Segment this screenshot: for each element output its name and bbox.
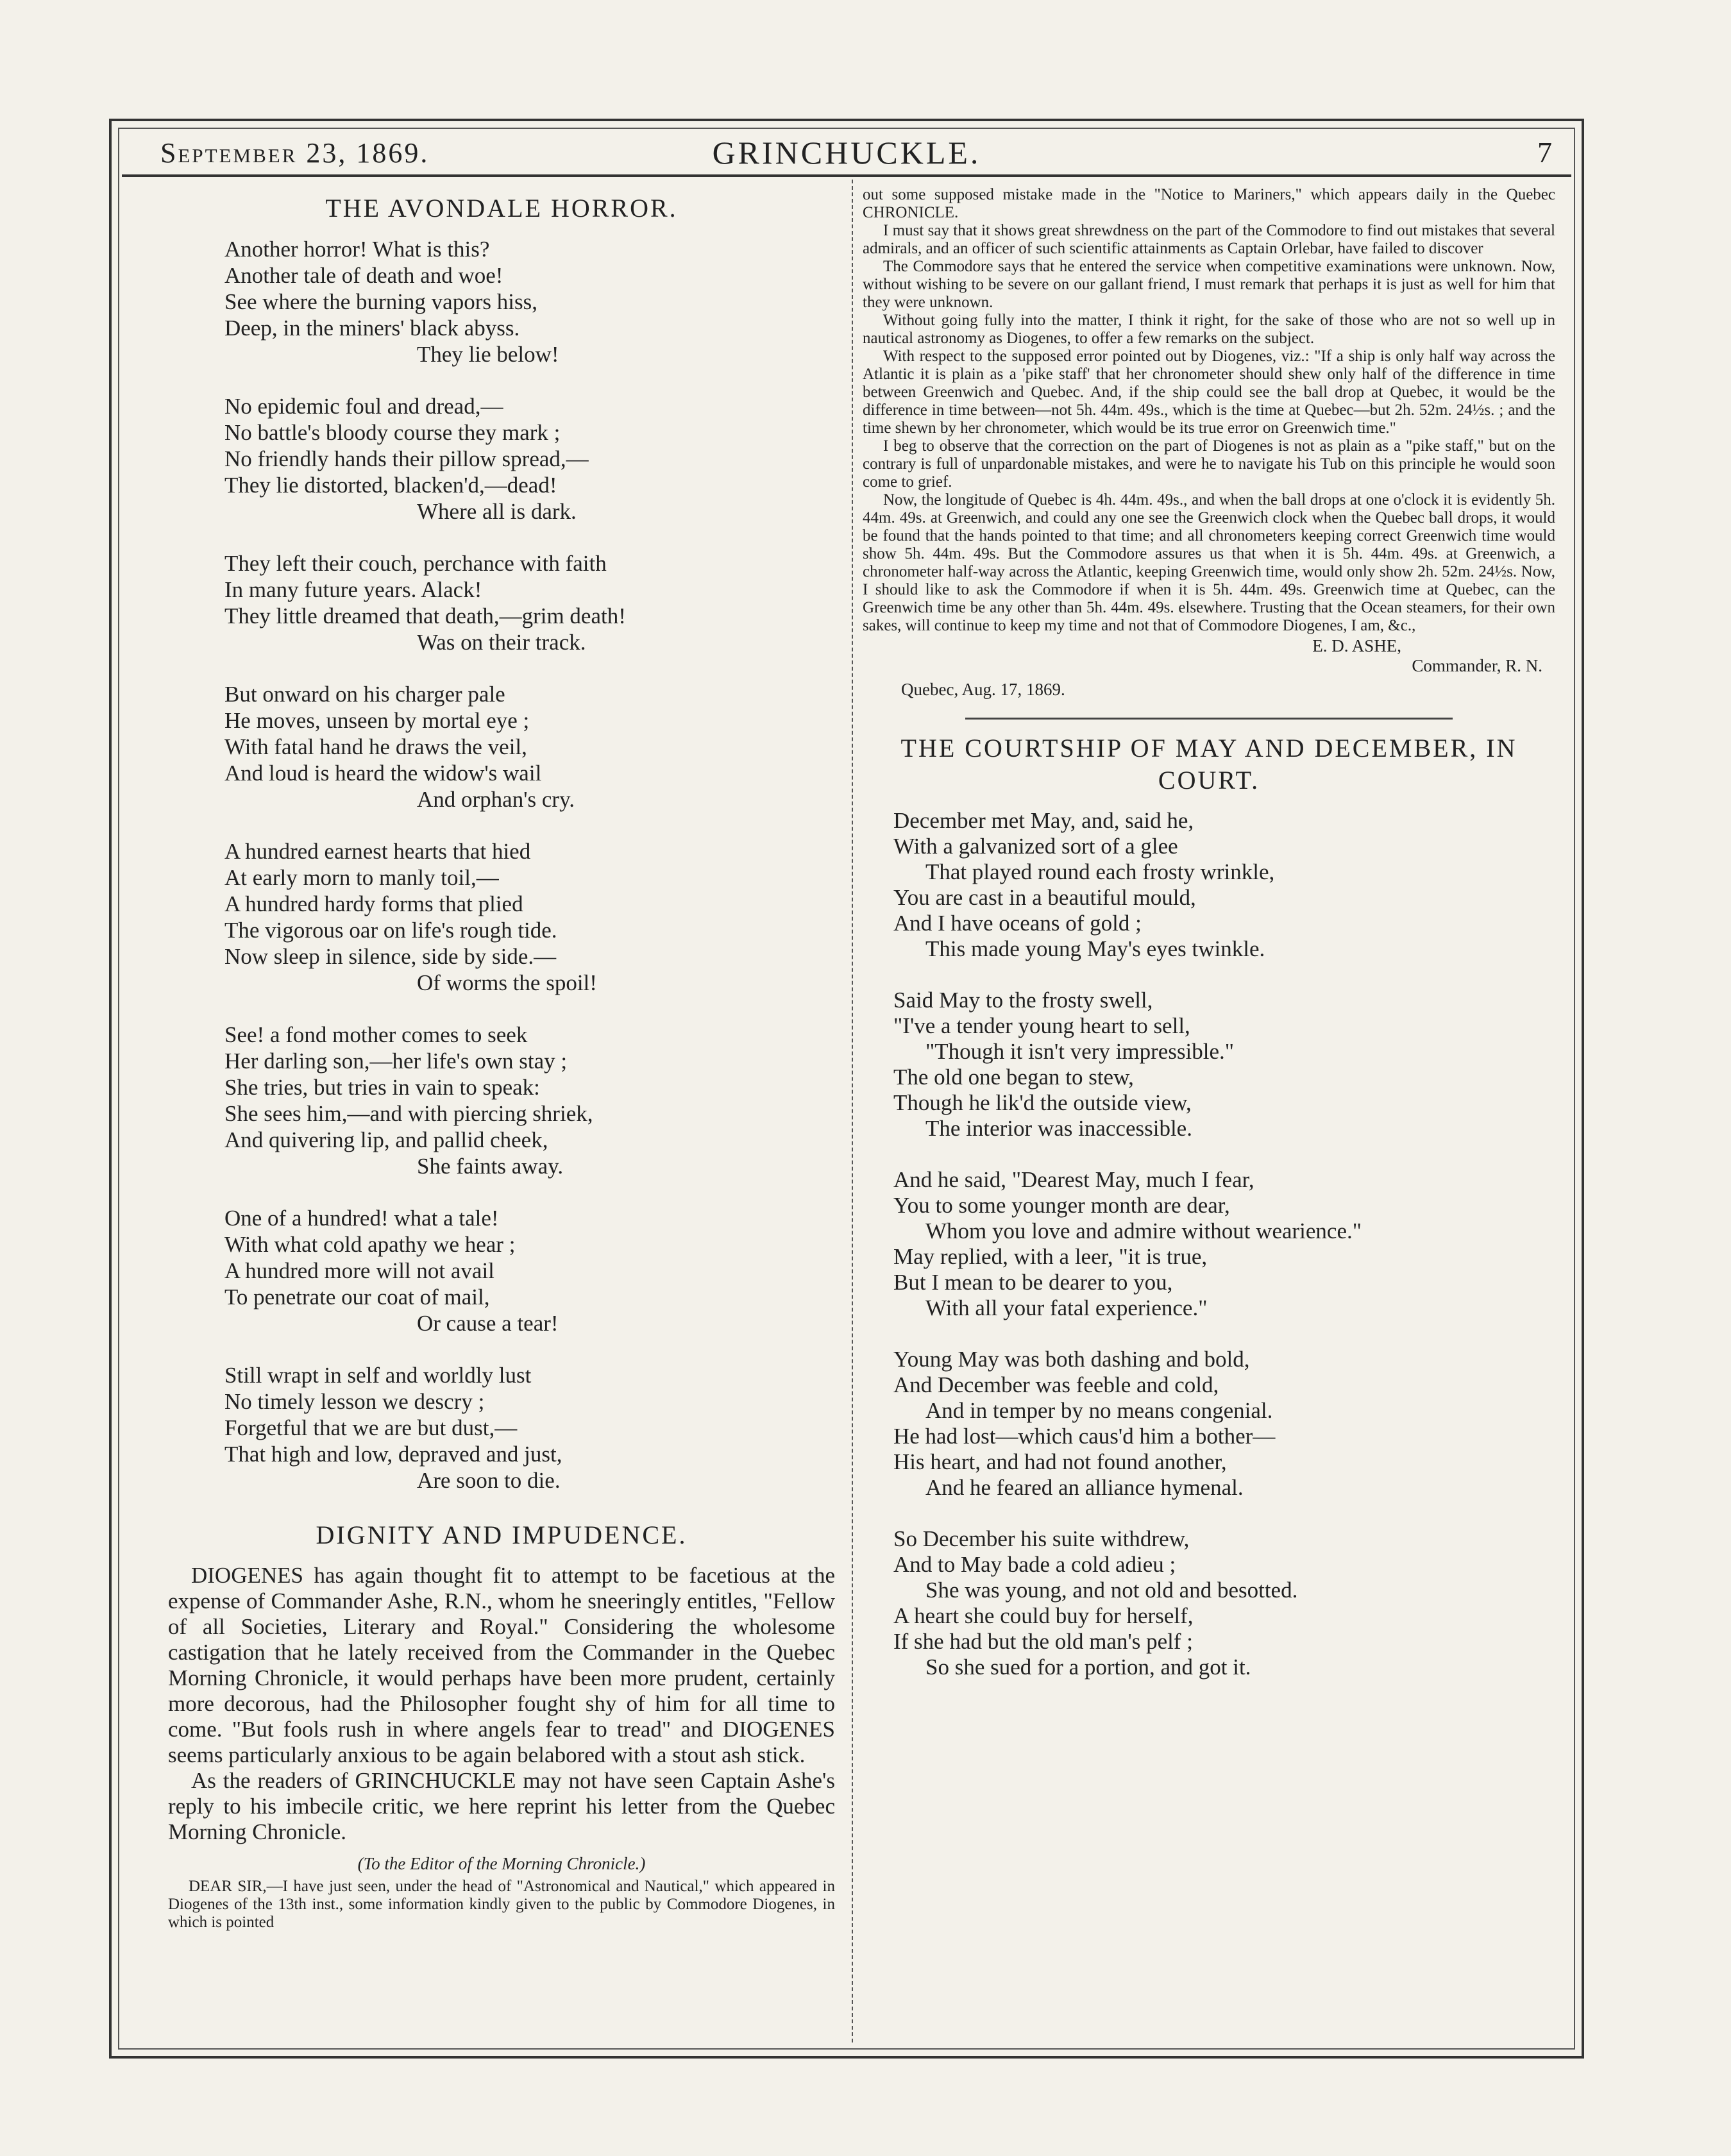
- poem-stanza: [893, 1347, 1555, 1501]
- poem-stanza: [224, 550, 835, 655]
- poem-line: And December was feeble and cold,: [893, 1372, 1219, 1397]
- poem-stanza: [224, 1205, 835, 1336]
- poem-line: And loud is heard the widow's wail: [224, 761, 542, 786]
- poem-line: And orphan's cry.: [417, 787, 575, 812]
- poem-stanza: [893, 1167, 1555, 1321]
- poem-line: Though he lik'd the outside view,: [893, 1090, 1192, 1115]
- poem-line: The old one began to stew,: [893, 1065, 1134, 1090]
- letter-place-date: Quebec, Aug. 17, 1869.: [901, 680, 1065, 699]
- poem-line: One of a hundred! what a tale!: [224, 1206, 499, 1231]
- poem-line: The vigorous oar on life's rough tide.: [224, 918, 557, 943]
- poem-stanza: [224, 1362, 835, 1494]
- poem-stanza: [224, 838, 835, 996]
- poem-line: December met May, and, said he,: [893, 808, 1194, 833]
- poem-line: They lie below!: [417, 342, 559, 367]
- poem-line: Where all is dark.: [417, 499, 577, 524]
- signature-name: E. D. ASHE,: [1312, 636, 1401, 655]
- letter-paragraph: Without going fully into the matter, I think it right, for the sake of those who are not so well up in nautical astronomy as Diogenes, to offer a few remarks on the subject.: [863, 312, 1555, 347]
- poem-line: That played round each frosty wrinkle,: [925, 859, 1275, 884]
- poem-line: With what cold apathy we hear ;: [224, 1232, 516, 1257]
- poem-line: With fatal hand he draws the veil,: [224, 734, 527, 759]
- poem-line: And to May bade a cold adieu ;: [893, 1552, 1176, 1577]
- poem-line: May replied, with a leer, "it is true,: [893, 1244, 1208, 1269]
- poem-line: Whom you love and admire without wearience.": [925, 1218, 1362, 1243]
- poem-title-courtship: THE COURTSHIP OF MAY AND DECEMBER, IN COURT.: [900, 734, 1517, 795]
- poem-line: She sees him,—and with piercing shriek,: [224, 1101, 593, 1126]
- poem-line: His heart, and had not found another,: [893, 1449, 1227, 1474]
- poem-line: She faints away.: [417, 1154, 564, 1179]
- poem-stanza: [893, 1526, 1555, 1680]
- poem-line: But onward on his charger pale: [224, 682, 505, 707]
- poem-line: Was on their track.: [417, 630, 586, 655]
- poem-line: And he said, "Dearest May, much I fear,: [893, 1167, 1254, 1192]
- poem-line: With a galvanized sort of a glee: [893, 834, 1178, 859]
- poem-line: Deep, in the miners' black abyss.: [224, 316, 520, 341]
- poem-line: He had lost—which caus'd him a bother—: [893, 1424, 1276, 1449]
- issue-date: September 23, 1869.: [160, 137, 430, 169]
- letter-paragraph: out some supposed mistake made in the "Notice to Mariners," which appears daily in the Quebec CHRONICLE.: [863, 186, 1555, 221]
- signature-title: Commander, R. N.: [1412, 656, 1542, 675]
- poem-line: To penetrate our coat of mail,: [224, 1284, 490, 1310]
- masthead-rule: [122, 174, 1571, 177]
- poem-line: She tries, but tries in vain to speak:: [224, 1075, 540, 1100]
- letter-paragraph: DEAR SIR,—I have just seen, under the head of "Astronomical and Nautical," which appeared in Diogenes of the 13th inst., some information kindly given to the public by Commodore Diogenes, in which is pointed: [168, 1878, 835, 1931]
- poem-line: If she had but the old man's pelf ;: [893, 1629, 1194, 1654]
- column-divider: [852, 180, 853, 2042]
- poem-line: Forgetful that we are but dust,—: [224, 1415, 518, 1440]
- section-rule: [965, 718, 1453, 720]
- poem-stanza: [224, 236, 835, 367]
- poem-line: You to some younger month are dear,: [893, 1193, 1230, 1218]
- poem-line: But I mean to be dearer to you,: [893, 1270, 1173, 1295]
- poem-line: "I've a tender young heart to sell,: [893, 1013, 1190, 1038]
- poem-line: No friendly hands their pillow spread,—: [224, 446, 589, 471]
- article-title-dignity: DIGNITY AND IMPUDENCE.: [316, 1520, 688, 1549]
- left-column: [168, 186, 835, 1932]
- letter-paragraph: With respect to the supposed error pointed out by Diogenes, viz.: "If a ship is only half way across the Atlantic it is plain as a 'pike staff' that her chronometer should shew only half of the difference in time between Greenwich and Quebec. And, if the ship could see the ball drop at Quebec, it would be the difference in time between—not 5h. 44m. 49s., which is the time at Quebec—but 2h. 52m. 24½s. ; and the time shewn by her chronometer, which would be its true error on Greenwich time.": [863, 348, 1555, 437]
- poem-line: They left their couch, perchance with faith: [224, 551, 607, 576]
- article-paragraph: As the readers of GRINCHUCKLE may not have seen Captain Ashe's reply to his imbecile critic, we here reprint his letter from the Quebec Morning Chronicle.: [168, 1768, 835, 1844]
- poem-line: Of worms the spoil!: [417, 970, 597, 995]
- poem-line: And I have oceans of gold ;: [893, 911, 1142, 936]
- poem-line: This made young May's eyes twinkle.: [925, 936, 1265, 961]
- poem-line: So December his suite withdrew,: [893, 1526, 1190, 1551]
- poem-line: A hundred earnest hearts that hied: [224, 839, 531, 864]
- poem-courtship: [893, 808, 1555, 1680]
- poem-line: A heart she could buy for herself,: [893, 1603, 1194, 1628]
- poem-line: Now sleep in silence, side by side.—: [224, 944, 557, 969]
- poem-line: Young May was both dashing and bold,: [893, 1347, 1250, 1372]
- poem-line: He moves, unseen by mortal eye ;: [224, 708, 530, 733]
- poem-line: No timely lesson we descry ;: [224, 1389, 485, 1414]
- article-dignity-body: [168, 1563, 835, 1845]
- letter-paragraph: I must say that it shows great shrewdness on the part of the Commodore to find out mistakes that several admirals, and an officer of such scientific attainments as Captain Orlebar, have failed to discover: [863, 222, 1555, 257]
- poem-line: See! a fond mother comes to seek: [224, 1022, 528, 1047]
- poem-line: At early morn to manly toil,—: [224, 865, 499, 890]
- letter-paragraph: Now, the longitude of Quebec is 4h. 44m. 49s., and when the ball drops at one o'clock it is evidently 5h. 44m. 49s. at Greenwich, and could any one see the Greenwich clock when the Quebec ball drops, it would be found that the hands pointed to that time; and all chronometers keeping correct Greenwich time would show 5h. 44m. 49s. But the Commodore assures us that when it is 5h. 44m. 49s. at Greenwich, a chronometer half-way across the Atlantic, keeping Greenwich time, would only show 2h. 52m. 24½s. Now, I should like to ask the Commodore if when it is 5h. 44m. 49s. Greenwich time at Quebec, can the Greenwich time be any other than 5h. 44m. 49s. elsewhere. Trusting that the Ocean steamers, for their own sakes, will continue to keep my time and not that of Commodore Diogenes, I am, &c.,: [863, 491, 1555, 634]
- poem-line: Said May to the frosty swell,: [893, 988, 1153, 1013]
- poem-line: They little dreamed that death,—grim death!: [224, 603, 626, 628]
- page-number: 7: [1537, 136, 1552, 169]
- poem-title-avondale: THE AVONDALE HORROR.: [325, 194, 678, 223]
- poem-line: "Though it isn't very impressible.": [925, 1039, 1235, 1064]
- article-paragraph: DIOGENES has again thought fit to attempt to be facetious at the expense of Commander Ashe, R.N., whom he sneeringly entitles, "Fellow of all Societies, Literary and Royal." Considering the wholesome castigation that he lately received from the Commander in the Quebec Morning Chronicle, it would perhaps have been more prudent, certainly more decorous, had the Philosopher fought shy of him for all time to come. "But fools rush in where angels fear to tread" and DIOGENES seems particularly anxious to be again belabored with a stout ash stick.: [168, 1563, 835, 1767]
- poem-line: No epidemic foul and dread,—: [224, 394, 503, 419]
- poem-line: Another tale of death and woe!: [224, 263, 503, 288]
- poem-line: So she sued for a portion, and got it.: [925, 1655, 1251, 1680]
- poem-line: And he feared an alliance hymenal.: [925, 1475, 1244, 1500]
- poem-line: And quivering lip, and pallid cheek,: [224, 1127, 548, 1152]
- poem-line: They lie distorted, blacken'd,—dead!: [224, 473, 557, 498]
- masthead: [122, 131, 1571, 171]
- right-column: [863, 186, 1555, 1706]
- poem-line: A hundred more will not avail: [224, 1258, 494, 1283]
- poem-line: Another horror! What is this?: [224, 237, 490, 262]
- poem-stanza: [893, 988, 1555, 1141]
- poem-line: The interior was inaccessible.: [925, 1116, 1192, 1141]
- poem-line: Are soon to die.: [417, 1468, 561, 1493]
- letter-continued: [863, 186, 1555, 635]
- poem-line: You are cast in a beautiful mould,: [893, 885, 1196, 910]
- poem-line: She was young, and not old and besotted.: [925, 1578, 1298, 1603]
- letter-paragraph: I beg to observe that the correction on the part of Diogenes is not as plain as a "pike staff," but on the contrary is full of unpardonable mistakes, and were he to navigate his Tub on this principle he would soon come to grief.: [863, 437, 1555, 491]
- poem-line: Her darling son,—her life's own stay ;: [224, 1049, 568, 1074]
- poem-stanza: [224, 393, 835, 525]
- poem-line: A hundred hardy forms that plied: [224, 891, 523, 916]
- poem-stanza: [893, 808, 1555, 962]
- letter-caption: (To the Editor of the Morning Chronicle.): [357, 1854, 646, 1873]
- poem-line: See where the burning vapors hiss,: [224, 289, 537, 314]
- poem-line: That high and low, depraved and just,: [224, 1442, 562, 1467]
- poem-line: No battle's bloody course they mark ;: [224, 420, 561, 445]
- letter-paragraph: The Commodore says that he entered the service when competitive examinations were unknown. Now, without wishing to be severe on our gallant friend, I must remark that perhaps it is just as well for him that they were unknown.: [863, 258, 1555, 311]
- poem-line: In many future years. Alack!: [224, 577, 482, 602]
- poem-avondale-horror: [224, 236, 835, 1494]
- poem-stanza: [224, 1022, 835, 1179]
- poem-stanza: [224, 681, 835, 813]
- letter-opening: [168, 1878, 835, 1932]
- poem-line: Or cause a tear!: [417, 1311, 559, 1336]
- poem-line: And in temper by no means congenial.: [925, 1398, 1273, 1423]
- poem-line: With all your fatal experience.": [925, 1295, 1208, 1320]
- poem-line: Still wrapt in self and worldly lust: [224, 1363, 532, 1388]
- publication-title: GRINCHUCKLE.: [712, 135, 981, 171]
